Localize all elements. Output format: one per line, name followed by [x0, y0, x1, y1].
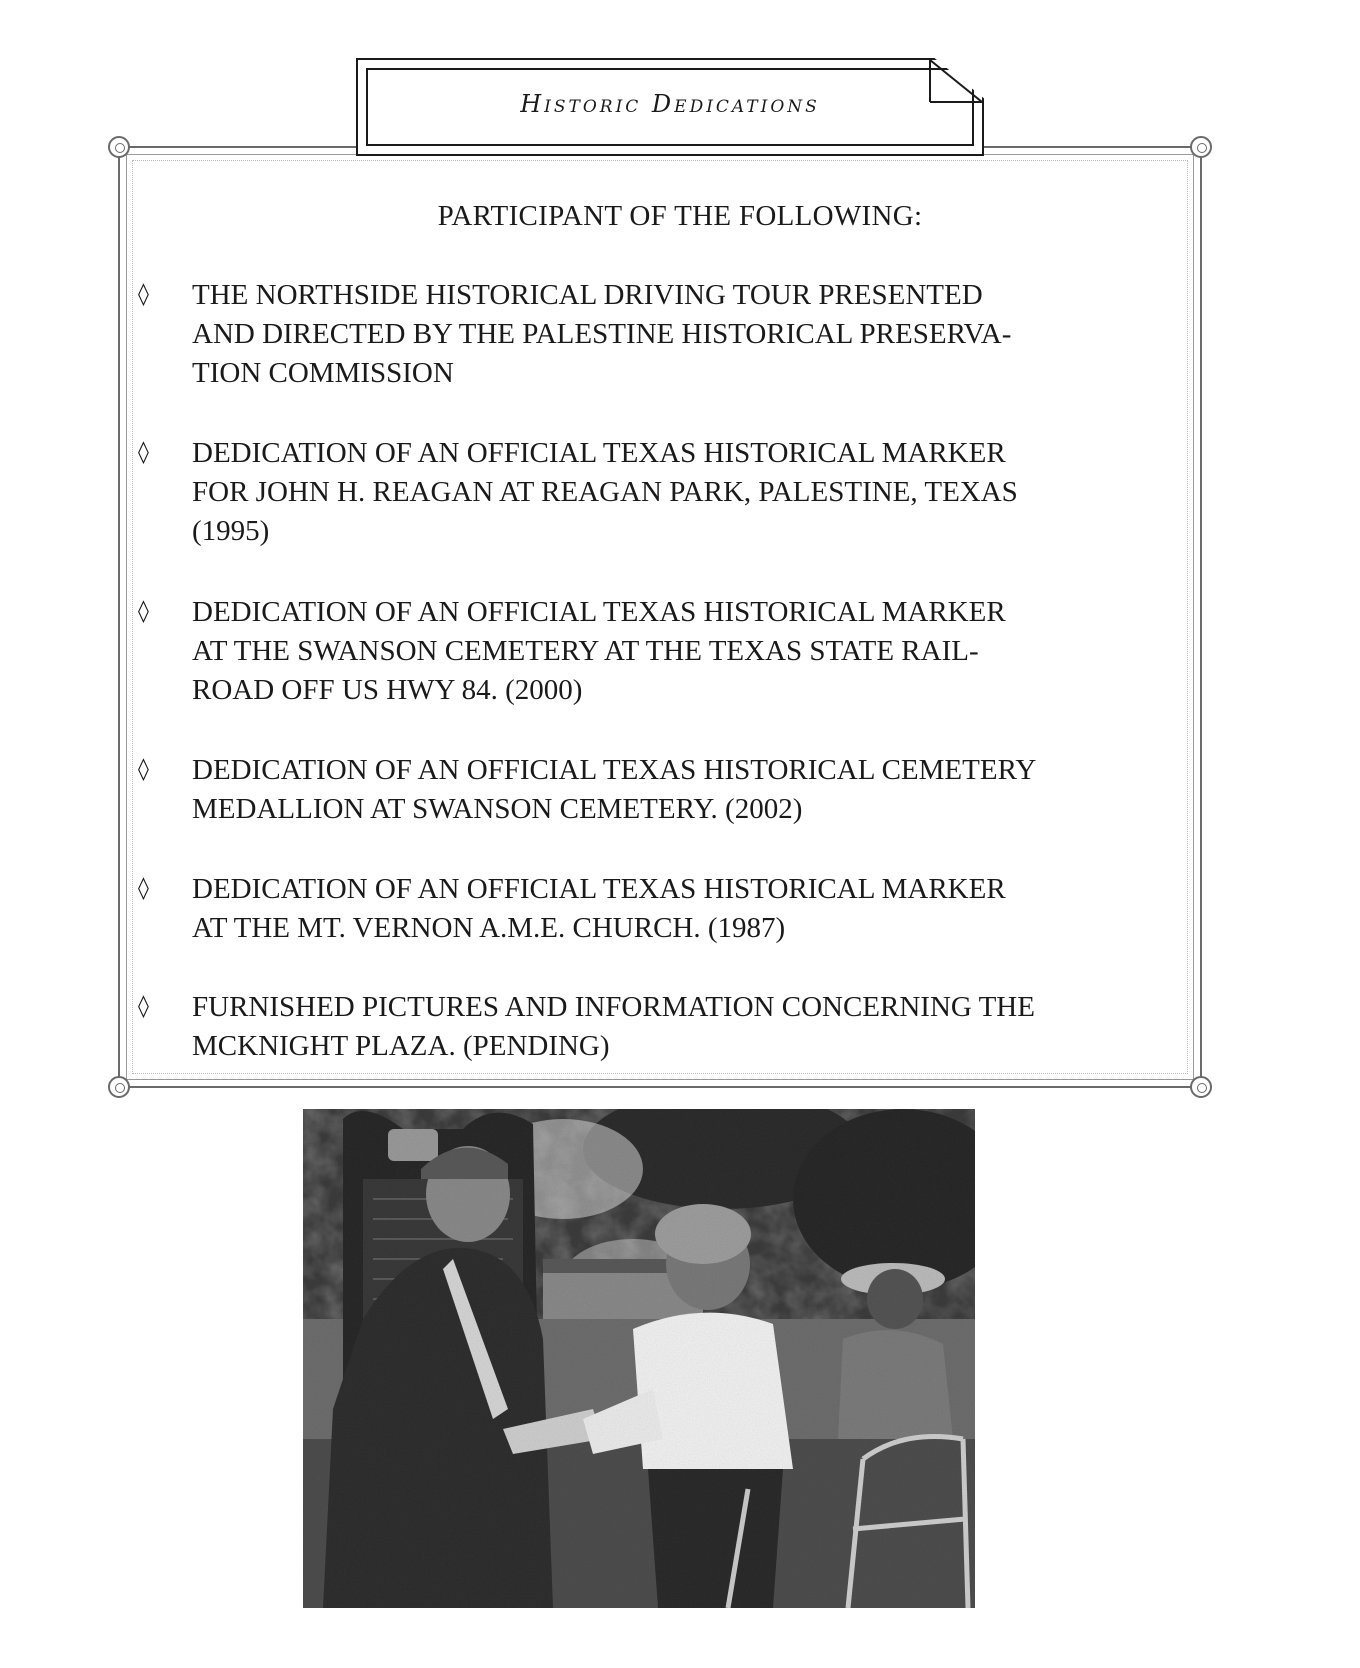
list-item-text: THE NORTHSIDE HISTORICAL DRIVING TOUR PRESENTED AND DIRECTED BY THE PALESTINE HISTORICAL PRESERVA- TION COMMISSION [192, 279, 1012, 389]
diamond-bullet-icon: ◊ [138, 757, 149, 782]
frame-corner-ornament [108, 1076, 130, 1098]
diamond-bullet-icon: ◊ [138, 876, 149, 901]
frame-corner-ornament [1190, 1076, 1212, 1098]
photo-scene [303, 1109, 975, 1608]
frame-corner-ornament [1190, 136, 1212, 158]
diamond-bullet-icon: ◊ [138, 599, 149, 624]
diamond-bullet-icon: ◊ [138, 994, 149, 1019]
diamond-bullet-icon: ◊ [138, 282, 149, 307]
frame-corner-ornament [108, 136, 130, 158]
page-title: Historic Dedications [520, 90, 820, 118]
list-item-text: DEDICATION OF AN OFFICIAL TEXAS HISTORICAL MARKER FOR JOHN H. REAGAN AT REAGAN PARK, PALESTINE, TEXAS (1995) [192, 437, 1018, 547]
title-banner [356, 58, 984, 156]
list-item-text: DEDICATION OF AN OFFICIAL TEXAS HISTORICAL MARKER AT THE MT. VERNON A.M.E. CHURCH. (1987) [192, 873, 1006, 944]
diamond-bullet-icon: ◊ [138, 440, 149, 465]
section-heading: PARTICIPANT OF THE FOLLOWING: [437, 200, 923, 232]
list-item-text: FURNISHED PICTURES AND INFORMATION CONCERNING THE MCKNIGHT PLAZA. (PENDING) [192, 991, 1035, 1062]
dedication-photo [303, 1109, 975, 1608]
list-item-text: DEDICATION OF AN OFFICIAL TEXAS HISTORICAL MARKER AT THE SWANSON CEMETERY AT THE TEXAS STATE RAIL- ROAD OFF US HWY 84. (2000) [192, 596, 1006, 706]
list-item-text: DEDICATION OF AN OFFICIAL TEXAS HISTORICAL CEMETERY MEDALLION AT SWANSON CEMETERY. (2002) [192, 754, 1037, 825]
